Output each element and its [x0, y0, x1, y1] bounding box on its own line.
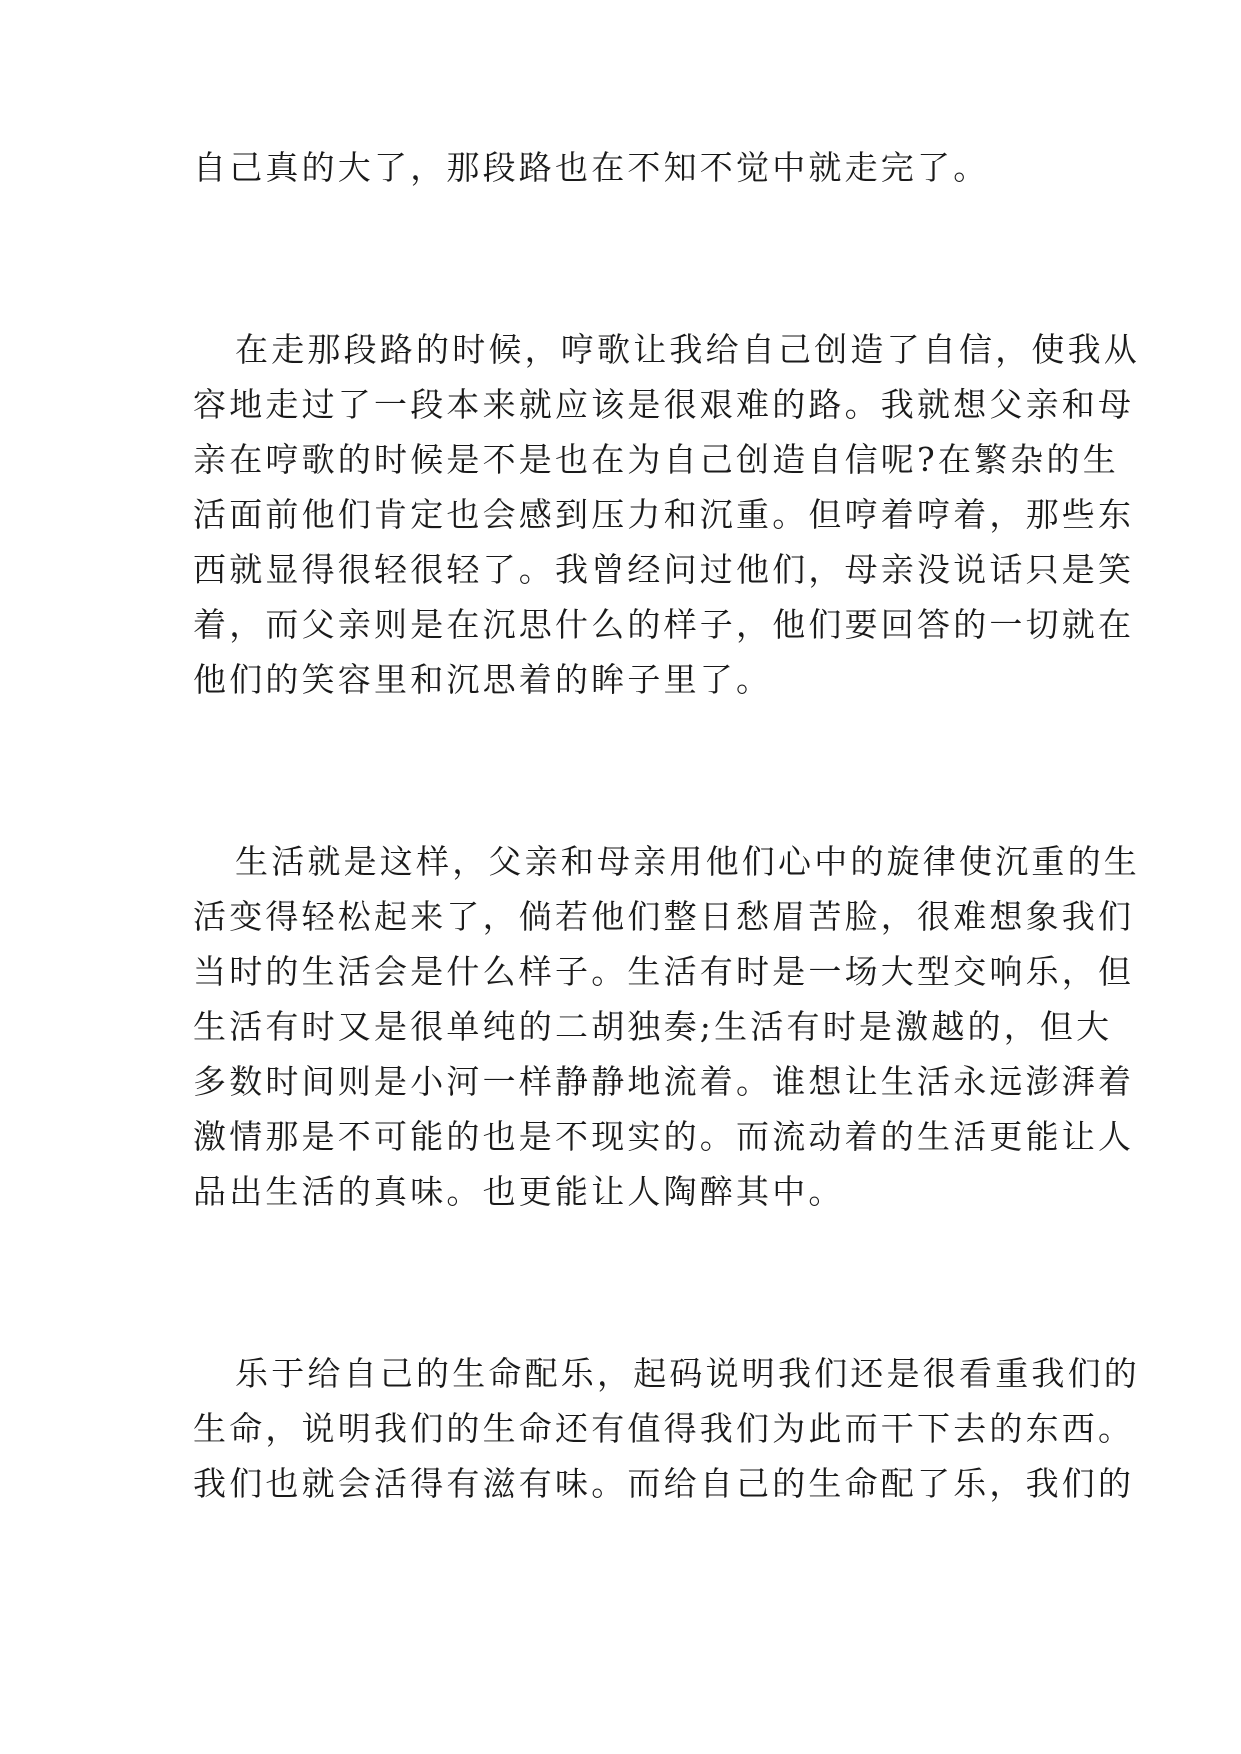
paragraph-3-line-6: 激情那是不可能的也是不现实的。而流动着的生活更能让人 [193, 1117, 1135, 1156]
paragraph-4-line-1: 乐于给自己的生命配乐，起码说明我们还是很看重我们的 [235, 1354, 1140, 1393]
paragraph-3-line-4: 生活有时又是很单纯的二胡独奏;生活有时是激越的，但大 [193, 1007, 1113, 1046]
paragraph-2-line-4: 活面前他们肯定也会感到压力和沉重。但哼着哼着，那些东 [193, 495, 1135, 534]
paragraph-3-line-5: 多数时间则是小河一样静静地流着。谁想让生活永远澎湃着 [193, 1062, 1135, 1101]
paragraph-2-line-7: 他们的笑容里和沉思着的眸子里了。 [193, 660, 773, 699]
paragraph-2-line-5: 西就显得很轻很轻了。我曾经问过他们，母亲没说话只是笑 [193, 550, 1135, 589]
paragraph-2-line-3: 亲在哼歌的时候是不是也在为自己创造自信呢?在繁杂的生 [193, 440, 1119, 479]
paragraph-2-line-1: 在走那段路的时候，哼歌让我给自己创造了自信，使我从 [235, 330, 1140, 369]
paragraph-3-line-7: 品出生活的真味。也更能让人陶醉其中。 [193, 1172, 845, 1211]
paragraph-2-line-6: 着，而父亲则是在沉思什么的样子，他们要回答的一切就在 [193, 605, 1135, 644]
paragraph-3-line-3: 当时的生活会是什么样子。生活有时是一场大型交响乐，但 [193, 952, 1135, 991]
paragraph-1-line-1: 自己真的大了，那段路也在不知不觉中就走完了。 [193, 148, 990, 187]
paragraph-2-line-2: 容地走过了一段本来就应该是很艰难的路。我就想父亲和母 [193, 385, 1135, 424]
paragraph-4-line-3: 我们也就会活得有滋有味。而给自己的生命配了乐，我们的 [193, 1464, 1135, 1503]
paragraph-3-line-1: 生活就是这样，父亲和母亲用他们心中的旋律使沉重的生 [235, 842, 1140, 881]
paragraph-4-line-2: 生命，说明我们的生命还有值得我们为此而干下去的东西。 [193, 1409, 1135, 1448]
paragraph-3-line-2: 活变得轻松起来了，倘若他们整日愁眉苦脸，很难想象我们 [193, 897, 1135, 936]
